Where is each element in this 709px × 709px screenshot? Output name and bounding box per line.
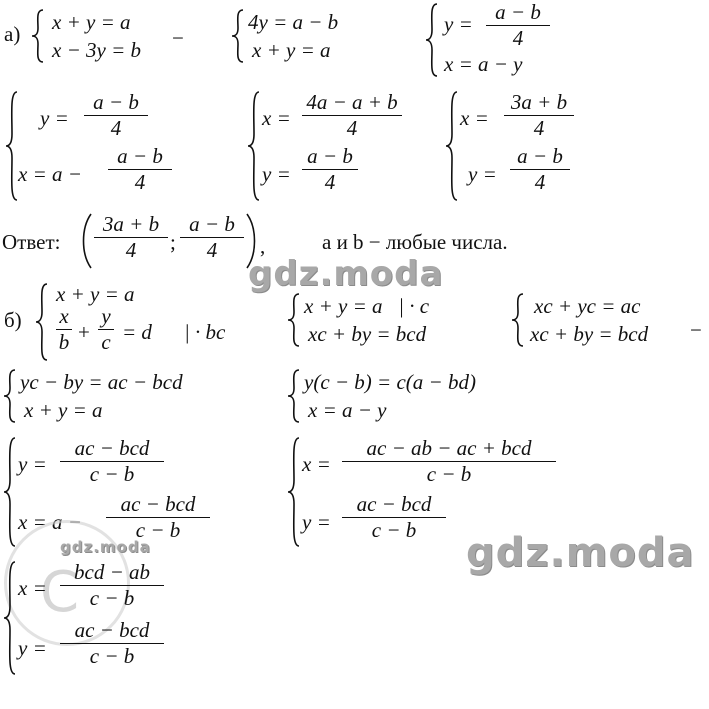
equation: 4y = a − b [248,10,339,34]
numerator: ac − ab − ac + bcd [366,436,532,460]
denominator: 4 [134,170,146,194]
equation-lhs: y = [468,162,497,186]
denominator: 4 [206,238,218,262]
brace-icon [2,436,18,548]
numerator: bcd − ab [74,560,150,584]
equation: xc + by = bcd [308,322,427,346]
separator: ; [170,230,176,254]
equation: x + y = a [252,38,331,62]
equation: x + y = a [24,398,103,422]
equation: x + y = a [52,10,131,34]
system-a5 [246,90,416,202]
numerator: ac − bcd [120,492,196,516]
fraction [510,146,570,193]
equation: x + y = a [56,282,135,306]
system-a4 [4,90,194,202]
denominator: b [58,330,70,354]
equation-lhs: x = a − [18,510,82,534]
denominator: 4 [533,116,545,140]
equation-lhs: y = [18,636,47,660]
brace-icon [444,90,460,202]
denominator: c − b [89,586,135,610]
fraction [60,562,164,609]
system-b4 [2,368,242,424]
equation-rhs: = d [122,320,152,344]
brace-icon [230,8,246,64]
denominator: 4 [125,238,137,262]
brace-icon [424,2,440,78]
system-b8 [2,560,202,676]
equation: x = a − y [444,52,523,76]
equation-lhs: y = [262,162,291,186]
numerator: a − b [307,144,353,168]
brace-icon [34,282,50,362]
minus-sign: − [172,26,184,50]
equation-lhs: x = [262,106,291,130]
equation: xc + by = bcd [530,322,649,346]
answer-text: a и b − любые числа. [322,230,508,254]
system-a2 [230,8,390,64]
denominator: c − b [426,462,472,486]
denominator: c − b [135,518,181,542]
equation-lhs: y = [444,12,473,36]
denominator: c − b [89,462,135,486]
fraction [486,2,550,49]
numerator: ac − bcd [74,618,150,642]
left-paren-icon [78,212,94,270]
denominator: c − b [89,644,135,668]
fraction [504,92,574,139]
equation: x − 3y = b [52,38,141,62]
denominator: 4 [512,26,524,50]
minus-sign: − [690,318,702,342]
brace-icon [286,368,302,424]
numerator: y [101,304,111,328]
brace-icon [286,436,302,548]
watermark-small: gdz.moda [60,538,151,556]
brace-icon [510,292,526,348]
equation-lhs: y = [40,106,69,130]
equation-lhs: y = [18,452,47,476]
numerator: a − b [93,90,139,114]
equation: xc + yc = ac [534,294,641,318]
equation: x = a − y [308,398,387,422]
numerator: ac − bcd [74,436,150,460]
denominator: 4 [324,170,336,194]
fraction [108,146,172,193]
denominator: 4 [346,116,358,140]
brace-icon [2,560,18,676]
part-b-label: б) [4,308,22,332]
equation: y(c − b) = c(a − bd) [304,370,476,394]
fraction [56,306,72,353]
system-b2 [286,292,486,348]
equation-lhs: x = [460,106,489,130]
denominator: c − b [371,518,417,542]
fraction [302,92,402,139]
brace-icon [286,292,302,348]
system-b3 [510,292,700,348]
numerator: a − b [189,212,235,236]
denominator: 4 [534,170,546,194]
numerator: ac − bcd [356,492,432,516]
numerator: 3a + b [510,90,568,114]
denominator: 4 [110,116,122,140]
system-a3 [424,2,584,78]
fraction [106,494,210,541]
numerator: a − b [117,144,163,168]
system-b5 [286,368,536,424]
equation-lhs: x = [302,452,331,476]
brace-icon [30,8,46,64]
numerator: 3a + b [102,212,160,236]
fraction [98,306,114,353]
plus-sign: + [78,320,90,344]
equation: x + y = a | · c [304,294,430,318]
numerator: a − b [517,144,563,168]
fraction [342,438,556,485]
part-a-label: а) [4,22,21,46]
watermark: gdz.moda [248,254,444,294]
numerator: 4a − a + b [306,90,398,114]
numerator: a − b [495,0,541,24]
fraction [342,494,446,541]
denominator: c [101,330,111,354]
answer-fraction-2 [180,214,244,261]
system-a6 [444,90,604,202]
fraction [60,438,164,485]
answer-comma: , [260,234,266,258]
watermark-letter: С [40,560,80,625]
answer-label: Ответ: [2,230,61,254]
answer-fraction-1 [94,214,168,261]
fraction [84,92,148,139]
fraction [60,620,164,667]
fraction [302,146,358,193]
numerator: x [59,304,69,328]
brace-icon [246,90,262,202]
multiplier-note: | · bc [184,320,226,344]
watermark: gdz.moda [466,530,695,576]
equation: yc − by = ac − bcd [20,370,183,394]
equation-lhs: y = [302,510,331,534]
equation-lhs: x = a − [18,162,82,186]
brace-icon [2,368,18,424]
system-b1 [34,282,254,362]
equation-lhs: x = [18,576,47,600]
